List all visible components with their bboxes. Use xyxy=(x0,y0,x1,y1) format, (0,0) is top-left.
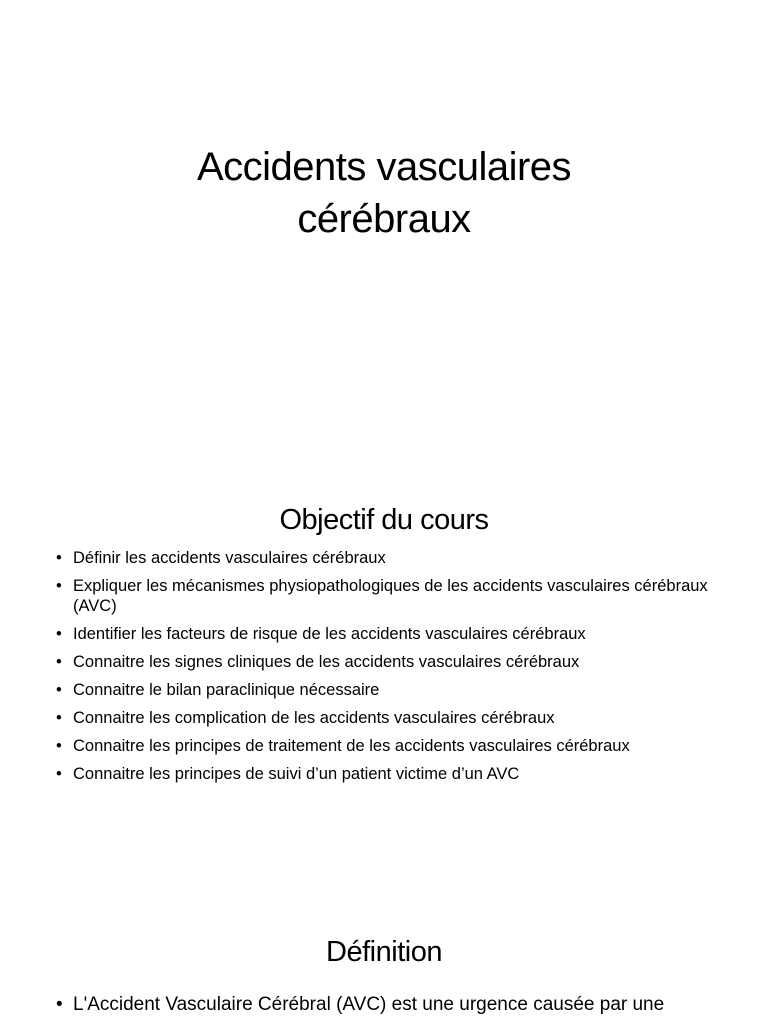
objectives-heading: Objectif du cours xyxy=(279,504,489,537)
definition-list xyxy=(56,993,726,1025)
definition-slide xyxy=(0,864,768,1024)
objective-item: • Définir les accidents vasculaires cérébraux xyxy=(56,548,726,568)
title-line-2: cérébraux xyxy=(297,196,471,241)
title-slide xyxy=(0,0,768,432)
objective-item: • Expliquer les mécanismes physiopathologiques de les accidents vasculaires cérébraux (AVC) xyxy=(56,576,726,616)
objective-item: • Identifier les facteurs de risque de les accidents vasculaires cérébraux xyxy=(56,624,726,644)
objectives-list xyxy=(56,548,726,792)
page-title xyxy=(0,141,768,245)
objective-item: • Connaitre les principes de traitement de les accidents vasculaires cérébraux xyxy=(56,736,726,756)
definition-heading: Définition xyxy=(326,936,442,969)
objective-item: • Connaitre les complication de les accidents vasculaires cérébraux xyxy=(56,708,726,728)
objectives-slide xyxy=(0,432,768,864)
objective-item: • Connaitre les signes cliniques de les accidents vasculaires cérébraux xyxy=(56,652,726,672)
objective-item: • Connaitre les principes de suivi d’un patient victime d’un AVC xyxy=(56,764,726,784)
definition-item: • L'Accident Vasculaire Cérébral (AVC) est une urgence causée par une xyxy=(56,993,726,1017)
objective-item: • Connaitre le bilan paraclinique nécessaire xyxy=(56,680,726,700)
title-line-1: Accidents vasculaires xyxy=(196,144,572,189)
